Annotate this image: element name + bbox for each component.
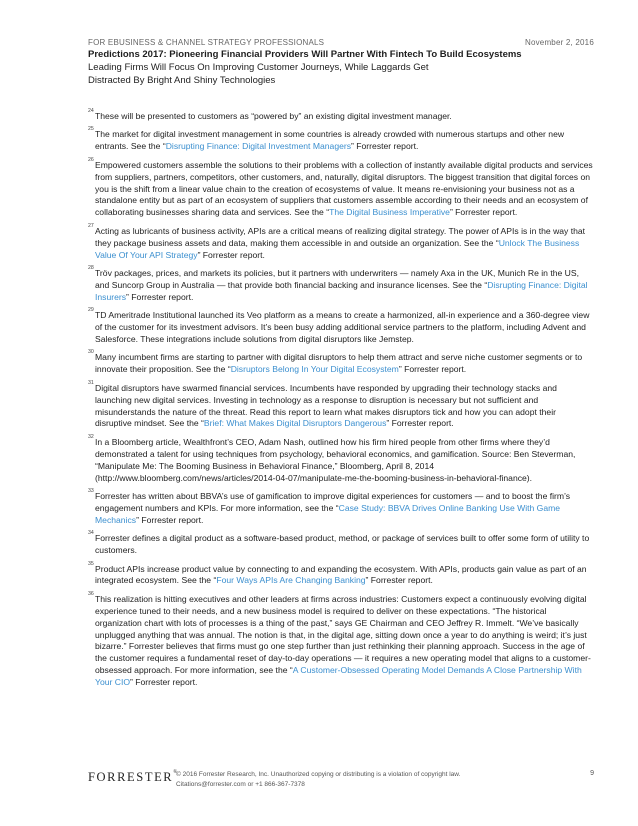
- endnote-text: ” Forrester report.: [365, 575, 433, 586]
- report-link[interactable]: Disruptors Belong In Your Digital Ecosystem: [230, 364, 399, 375]
- report-link[interactable]: Brief: What Makes Digital Disruptors Dangerous: [203, 418, 387, 429]
- page-header-section: [88, 38, 594, 47]
- endnote-number: 25: [88, 126, 94, 133]
- endnote-number: 29: [88, 307, 94, 314]
- endnote-number: 27: [88, 222, 94, 229]
- endnote-number: 32: [88, 433, 94, 440]
- endnote-number: 35: [88, 560, 94, 567]
- report-link[interactable]: Unlock The Business Value Of Your API Strategy: [95, 237, 580, 260]
- endnote-35: [88, 560, 594, 588]
- section-label: FOR EBUSINESS & CHANNEL STRATEGY PROFESSIONALS: [88, 38, 325, 47]
- report-link[interactable]: A Customer-Obsessed Operating Model Demands A Close Partnership With Your CIO: [95, 665, 582, 688]
- endnote-36: [88, 590, 594, 689]
- endnote-text: ” Forrester report.: [197, 249, 265, 260]
- endnote-number: 33: [88, 487, 94, 494]
- copyright-text: © 2016 Forrester Research, Inc. Unauthorized copying or distributing is a violation of copyright law.: [176, 771, 461, 778]
- endnote-number: 30: [88, 349, 94, 356]
- endnote-number: 31: [88, 379, 94, 386]
- endnote-26: [88, 156, 594, 220]
- endnote-text: In a Bloomberg article, Wealthfront’s CEO, Adam Nash, outlined how his firm hired people from other firms where they’d demonstrated a talent for using techniques from psychology, behavioral economics, and gamification. Source: Ben Steverman, “Manipulate Me: The Booming Business in Behavioral Finance,” Bloomberg, April 8, 2014 (http://www.bloomberg.com/news/articles/2014-04-07/manipulate-me-the-booming-business-in-behavioral-finance).: [95, 436, 576, 483]
- report-link[interactable]: Four Ways APIs Are Changing Banking: [216, 575, 366, 586]
- endnote-27: [88, 222, 594, 262]
- endnote-34: [88, 530, 594, 557]
- endnote-text: Forrester has written about BBVA’s use of gamification to improve digital experiences for customers — and to boost the firm’s engagement numbers and KPIs. For more information, see the “: [95, 490, 571, 513]
- page-footer: [88, 770, 594, 796]
- endnote-text: ” Forrester report.: [136, 514, 204, 525]
- endnote-number: 36: [88, 590, 94, 597]
- endnote-text: ” Forrester report.: [449, 207, 518, 218]
- endnote-29: [88, 307, 594, 346]
- contact-text: Citations@forrester.com or +1 866-367-7378: [176, 780, 305, 788]
- endnote-text: ” Forrester report.: [130, 677, 198, 688]
- endnote-24: [88, 108, 594, 123]
- logo-registered-mark: ®: [173, 770, 178, 775]
- endnote-text: The market for digital investment management in some countries is already crowded with numerous startups and other new entrants. See the “: [95, 129, 565, 152]
- endnote-text: ” Forrester report.: [398, 364, 467, 375]
- report-link[interactable]: Disrupting Finance: Digital Insurers: [95, 279, 588, 302]
- endnote-text: Many incumbent firms are starting to partner with digital disruptors to help them attract and serve niche customer segments or to innovate their proposition. See the “: [95, 352, 583, 375]
- report-subtitle: Leading Firms Will Focus On Improving Customer Journeys, While Laggards Get Distracted By Bright And Shiny Technologies: [88, 62, 429, 86]
- endnote-text: Digital disruptors have swarmed financial services. Incumbents have responded by upgrading their technology stacks and launching new digital services. Investing in technology as a response to disruption is necessary but not sufficient and misunderstands the nature of the threat. Read this report to learn what makes disruptors tick and how you can adopt their disruptive mindset. See the “: [95, 382, 557, 429]
- report-link[interactable]: Disrupting Finance: Digital Investment Managers: [165, 141, 352, 152]
- endnote-text: ” Forrester report.: [126, 291, 194, 302]
- endnote-32: [88, 433, 594, 485]
- endnote-28: [88, 264, 594, 304]
- endnote-text: TD Ameritrade Institutional launched its Veo platform as a means to create a harmonized, all-in experience and a 360-degree view of the customer for its investment advisors. It’s been busy adding additional service partners to the platform, including Advent and Salesforce. These integrations include solutions from digital disruptors like Jemstep.: [95, 310, 590, 344]
- endnote-number: 28: [88, 264, 94, 271]
- publication-date: November 2, 2016: [524, 38, 594, 47]
- report-title: Predictions 2017: Pioneering Financial Providers Will Partner With Fintech To Build Ecosystems: [88, 49, 522, 60]
- endnotes-list: [88, 108, 594, 696]
- report-link[interactable]: The Digital Business Imperative: [329, 207, 450, 218]
- endnote-text: Tröv packages, prices, and markets its policies, but it partners with underwriters — namely Axa in the UK, Munich Re in the US, and Suncorp Group in Australia — that provide both financial backing and insurance licenses. See the “: [95, 267, 579, 290]
- endnote-number: 24: [88, 108, 94, 114]
- endnote-text: This realization is hitting executives and other leaders at firms across industries: Customers expect a continuously evolving digital experience tuned to their needs, and a new business model is required to deliver on these expectations. “The historical organization chart with lots of processes is a thing of the past,” says GE Chairman and CEO Jeffrey R. Immelt. “We’ve basically unplugged anything that was annual. The notion is that, in the digital age, sitting down once a year to do anything is weird; it’s just bizarre.” Forrester believes that firms must go one step further than just rethinking their planning approach. Success in the age of the customer requires a fundamental reset of day-to-day operations — it requires a new operating model that aligns to a customer-obsessed approach. For more information, see the “: [95, 593, 591, 676]
- endnote-30: [88, 349, 594, 376]
- endnote-text: Empowered customers assemble the solutions to their problems with a collection of instantly available digital products and services from suppliers, partners, competitors, other customers, and, naturally, digital disruptors. The biggest transition that digital forces on you is the shift from a linear value chain to the creation of ecosystems of value. It means re-envisioning your business not as a standalone entity but as part of an ecosystem of suppliers that customers assemble according to their needs and an ecosystem of collaborating businesses sharing data and services. See the “: [95, 159, 593, 218]
- endnote-31: [88, 379, 594, 431]
- forrester-logo: [88, 770, 177, 785]
- endnote-text: Acting as lubricants of business activity, APIs are a critical means of realizing digital strategy. The power of APIs is in the way that they package business assets and data, making them accessible in and outside an organization. See the “: [95, 225, 586, 248]
- endnote-text: Forrester defines a digital product as a software-based product, method, or package of services built to offer some form of utility to customers.: [95, 533, 590, 556]
- endnote-number: 26: [88, 156, 94, 163]
- report-link[interactable]: Case Study: BBVA Drives Online Banking Use With Game Mechanics: [95, 502, 561, 525]
- copyright-notice: [176, 770, 460, 789]
- endnote-text: These will be presented to customers as “powered by” an existing digital investment manager.: [95, 111, 452, 121]
- page-number: 9: [590, 770, 594, 777]
- endnote-33: [88, 487, 594, 527]
- endnote-text: Product APIs increase product value by connecting to and expanding the ecosystem. With APIs, products gain value as part of an integrated ecosystem. See the “: [95, 563, 587, 586]
- endnote-text: ” Forrester report.: [386, 418, 454, 429]
- logo-text: FORRESTER: [88, 770, 174, 784]
- endnote-number: 34: [88, 530, 94, 537]
- endnote-25: [88, 126, 594, 153]
- endnote-text: ” Forrester report.: [351, 141, 419, 152]
